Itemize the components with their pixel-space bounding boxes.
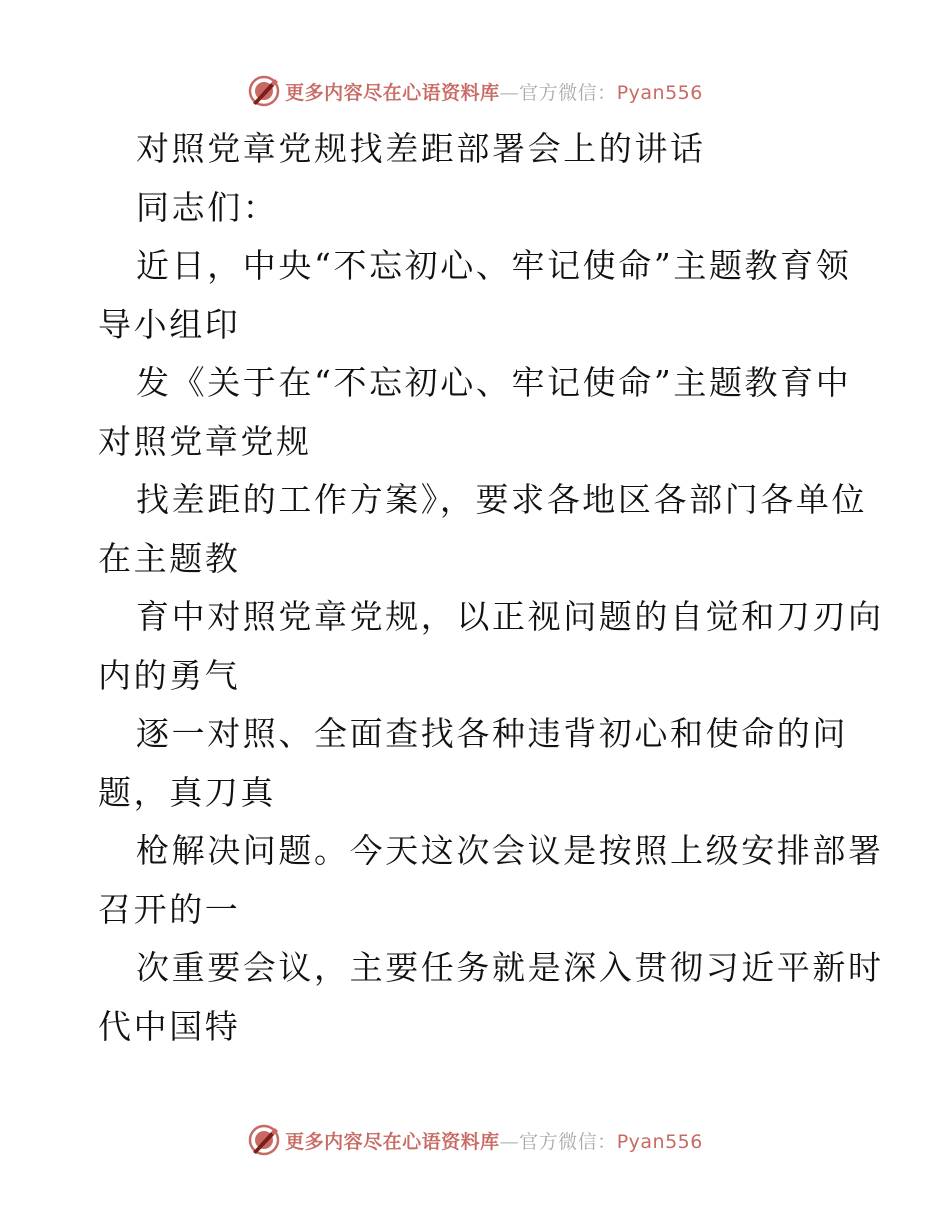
document-title: 对照党章党规找差距部署会上的讲话 (136, 129, 706, 168)
text-line: 逐一对照、全面查找各种违背初心和使命的问 (136, 714, 848, 753)
banner-wechat-label: 官方微信： (519, 1130, 617, 1153)
text-line: 召开的一 (98, 889, 241, 929)
document-body (98, 120, 884, 1056)
banner-account: Pyan556 (616, 1130, 703, 1153)
text-line: 内的勇气 (98, 655, 241, 695)
text-line: 次重要会议，主要任务就是深入贯彻习近平新时 (136, 948, 884, 987)
text-line: 题，真刀真 (98, 772, 276, 812)
text-line: 导小组印 (98, 304, 241, 344)
footer-banner (0, 1120, 950, 1160)
banner-promo-text: 更多内容尽在心语资料库 (285, 1130, 500, 1153)
pen-logo-icon (247, 74, 281, 108)
text-line: 育中对照党章党规，以正视问题的自觉和刀刃向 (136, 597, 884, 636)
banner-promo-text: 更多内容尽在心语资料库 (285, 81, 500, 104)
text-line: 发《关于在“不忘初心、牢记使命”主题教育中 (136, 363, 852, 402)
text-line: 同志们： (136, 187, 279, 227)
text-line: 代中国特 (98, 1006, 241, 1046)
text-line: 找差距的工作方案》，要求各地区各部门各单位 (136, 480, 868, 519)
text-line: 对照党章党规 (98, 421, 312, 461)
banner-dash: — (499, 81, 520, 104)
text-line: 在主题教 (98, 538, 241, 578)
header-banner (0, 71, 950, 111)
pen-logo-icon (247, 1123, 281, 1157)
banner-account: Pyan556 (616, 81, 703, 104)
banner-dash: — (499, 1130, 520, 1153)
banner-wechat-label: 官方微信： (519, 81, 617, 104)
text-line: 近日，中央“不忘初心、牢记使命”主题教育领 (136, 246, 852, 285)
text-line: 枪解决问题。今天这次会议是按照上级安排部署 (136, 831, 884, 870)
